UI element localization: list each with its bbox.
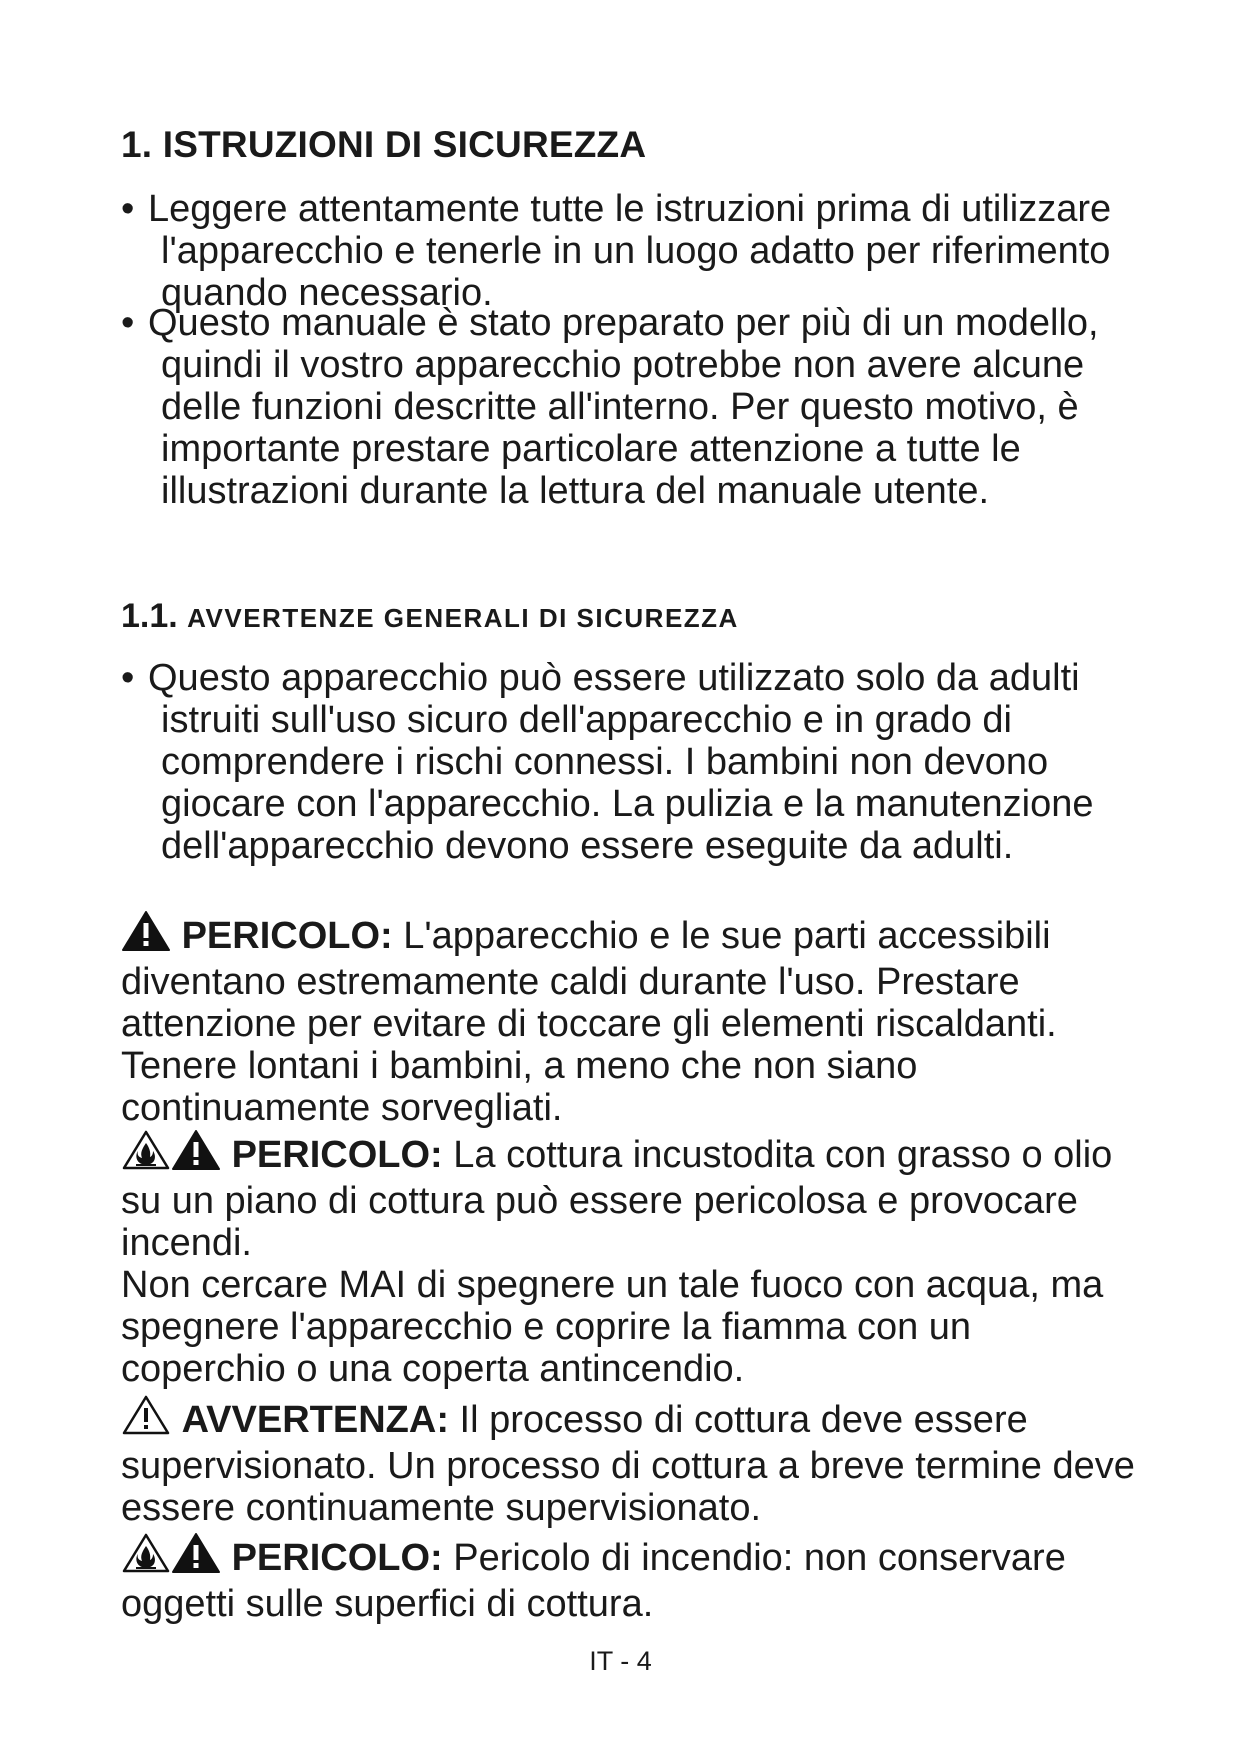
fire-danger-notice bbox=[121, 1129, 1136, 1390]
notice-label: AVVERTENZA: bbox=[181, 1399, 449, 1441]
danger-icon bbox=[121, 910, 171, 961]
bullet-text: Leggere attentamente tutte le istruzioni prima di utilizzare l'apparecchio e tenerle in un luogo adatto per riferimento quando necessario. bbox=[148, 188, 1112, 314]
warning-icon bbox=[121, 1394, 171, 1445]
list-item bbox=[121, 188, 1171, 314]
subsection-heading: AVVERTENZE GENERALI DI SICUREZZA bbox=[187, 603, 739, 633]
warning-notice bbox=[121, 1394, 1136, 1529]
notice-text: L'apparecchio e le sue parti accessibili diventano estremamente caldi durante l'uso. Prestare attenzione per evitare di toccare gli elementi riscaldanti. Tenere lontani i bambini, a meno che non siano continuamente sorvegliati. bbox=[121, 915, 1057, 1129]
notice-label: PERICOLO: bbox=[231, 1134, 443, 1176]
section-title: 1. ISTRUZIONI DI SICUREZZA bbox=[121, 124, 647, 165]
page-number: IT - 4 bbox=[589, 1646, 652, 1676]
notice-text: La cottura incustodita con grasso o olio su un piano di cottura può essere pericolosa e provocare incendi. bbox=[121, 1134, 1113, 1264]
bullet-dot: • bbox=[121, 657, 135, 699]
subsection-title bbox=[121, 597, 739, 636]
notice-text-continued: Non cercare MAI di spegnere un tale fuoco con acqua, ma spegnere l'apparecchio e coprire la fiamma con un coperchio o una coperta antincendio. bbox=[121, 1264, 1104, 1390]
bullet-dot: • bbox=[121, 302, 135, 344]
list-item bbox=[121, 657, 1171, 867]
fire-hazard-icon bbox=[121, 1129, 171, 1180]
danger-notice bbox=[121, 910, 1136, 1129]
notice-text: Il processo di cottura deve essere supervisionato. Un processo di cottura a breve termine deve essere continuamente supervisionato. bbox=[121, 1399, 1135, 1529]
subsection-number: 1.1. bbox=[121, 597, 178, 635]
danger-icon bbox=[171, 1129, 221, 1180]
bullet-dot: • bbox=[121, 188, 135, 230]
notice-label: PERICOLO: bbox=[181, 915, 393, 957]
bullet-text: Questo apparecchio può essere utilizzato solo da adulti istruiti sull'uso sicuro dell'apparecchio e in grado di comprendere i rischi connessi. I bambini non devono giocare con l'apparecchio. La pulizia e la manutenzione dell'apparecchio devono essere eseguite da adulti. bbox=[148, 657, 1094, 867]
danger-icon bbox=[171, 1532, 221, 1583]
notice-text: Pericolo di incendio: non conservare oggetti sulle superfici di cottura. bbox=[121, 1537, 1066, 1625]
bullet-text: Questo manuale è stato preparato per più di un modello, quindi il vostro apparecchio potrebbe non avere alcune delle funzioni descritte all'interno. Per questo motivo, è importante prestare particolare attenzione a tutte le illustrazioni durante la lettura del manuale utente. bbox=[148, 302, 1099, 512]
fire-danger-notice bbox=[121, 1532, 1136, 1625]
list-item bbox=[121, 302, 1171, 512]
notice-label: PERICOLO: bbox=[231, 1537, 443, 1579]
fire-hazard-icon bbox=[121, 1532, 171, 1583]
